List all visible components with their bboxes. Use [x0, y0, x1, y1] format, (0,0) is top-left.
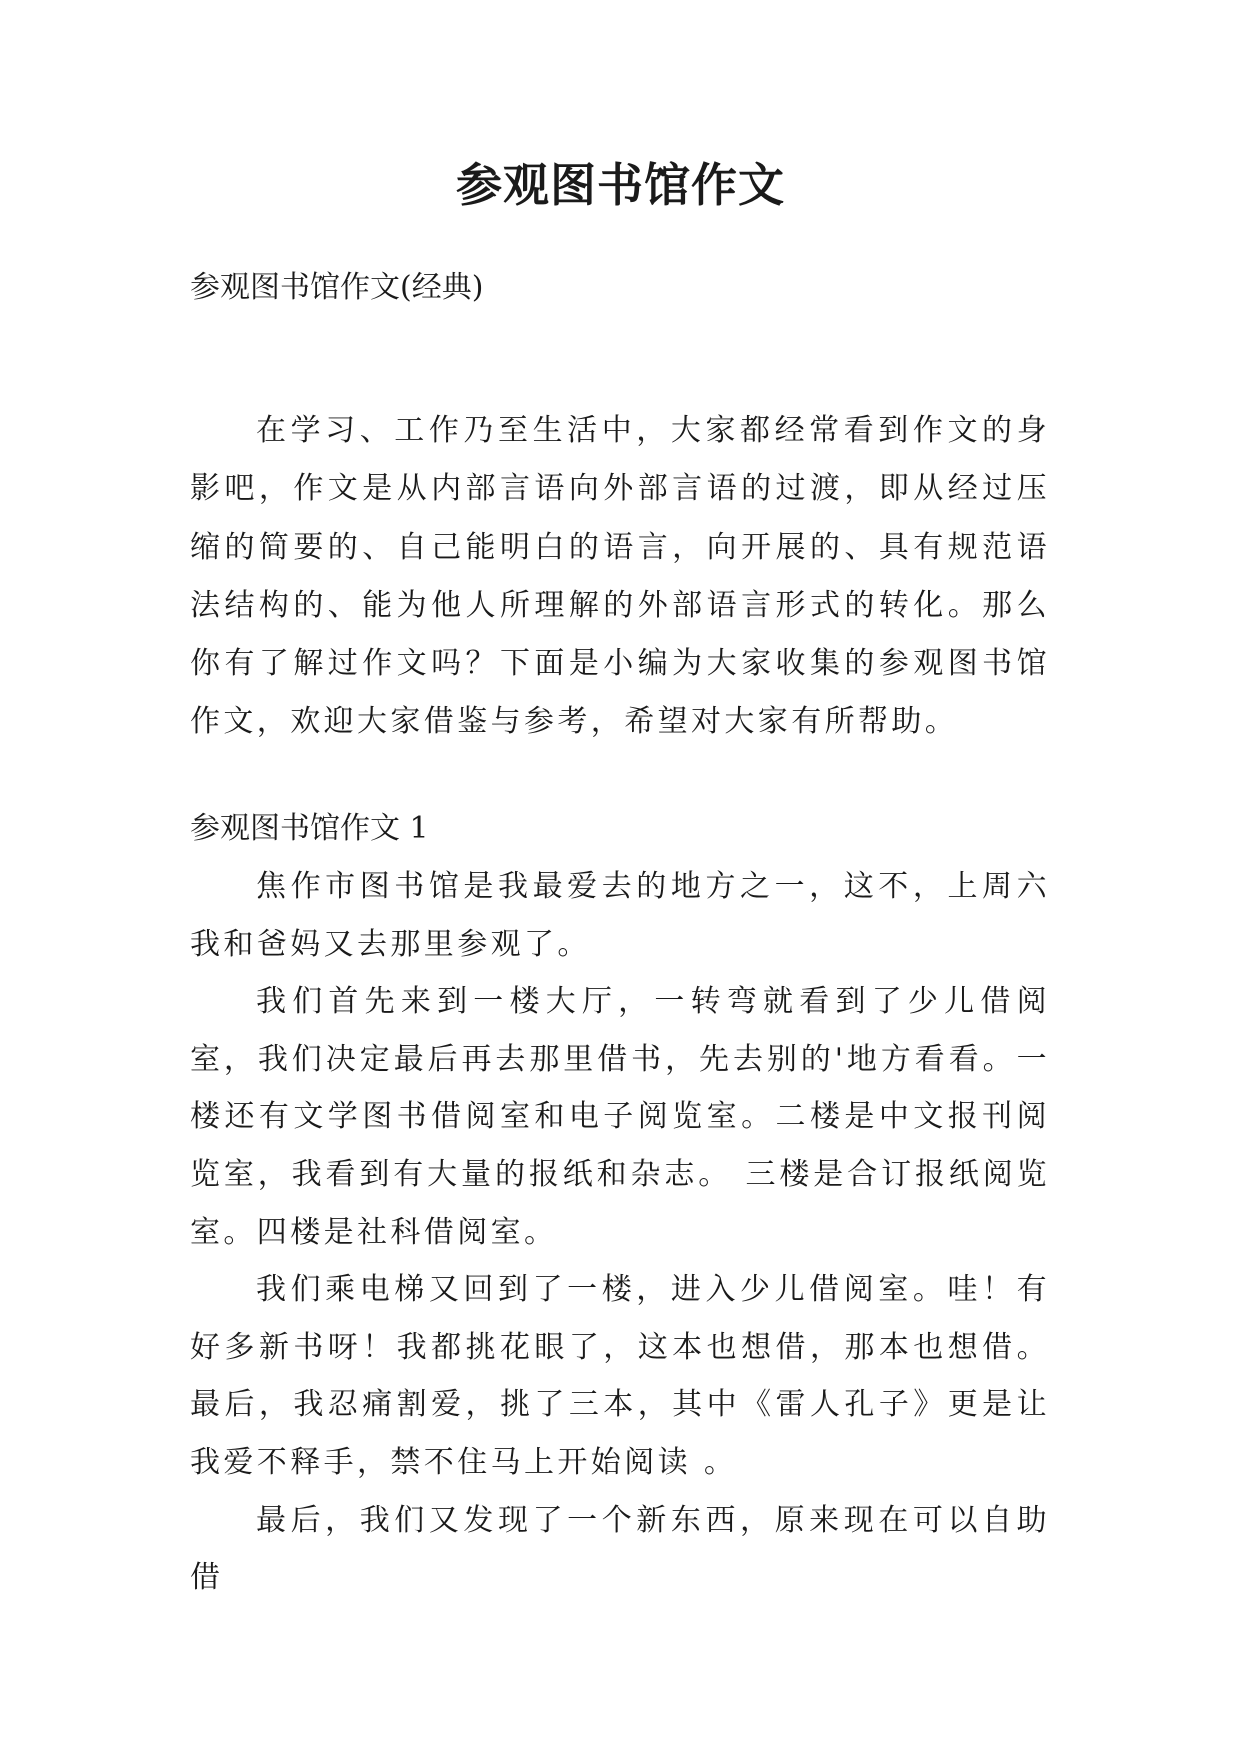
essay-paragraph: 焦作市图书馆是我最爱去的地方之一，这不，上周六我和爸妈又去那里参观了。	[190, 869, 1050, 962]
essay-paragraph: 最后，我们又发现了一个新东西，原来现在可以自助借	[190, 1502, 1050, 1596]
essay-paragraph: 我们首先来到一楼大厅，一转弯就看到了少儿借阅室，我们决定最后再去那里借书，先去别的'地方看看。一楼还有文学图书借阅室和电子阅览室。二楼是中文报刊阅览室，我看到有大量的报纸和杂志。 三楼是合订报纸阅览室。四楼是社科借阅室。	[190, 984, 1050, 1250]
essay-paragraph: 我们乘电梯又回到了一楼，进入少儿借阅室。哇！有好多新书呀！我都挑花眼了，这本也想借，那本也想借。最后，我忍痛割爱，挑了三本，其中《雷人孔子》更是让我爱不释手，禁不住马上开始阅读 。	[190, 1272, 1050, 1480]
essay-body	[190, 858, 1050, 1607]
section-heading: 参观图书馆作文 1	[190, 811, 429, 846]
document-subtitle: 参观图书馆作文(经典)	[190, 270, 484, 305]
intro-paragraph: 在学习、工作乃至生活中，大家都经常看到作文的身影吧，作文是从内部言语向外部言语的过渡，即从经过压缩的简要的、自己能明白的语言，向开展的、具有规范语法结构的、能为他人所理解的外部语言形式的转化。那么你有了解过作文吗？下面是小编为大家收集的参观图书馆作文，欢迎大家借鉴与参考，希望对大家有所帮助。	[190, 413, 1050, 740]
document-title: 参观图书馆作文	[456, 158, 785, 212]
